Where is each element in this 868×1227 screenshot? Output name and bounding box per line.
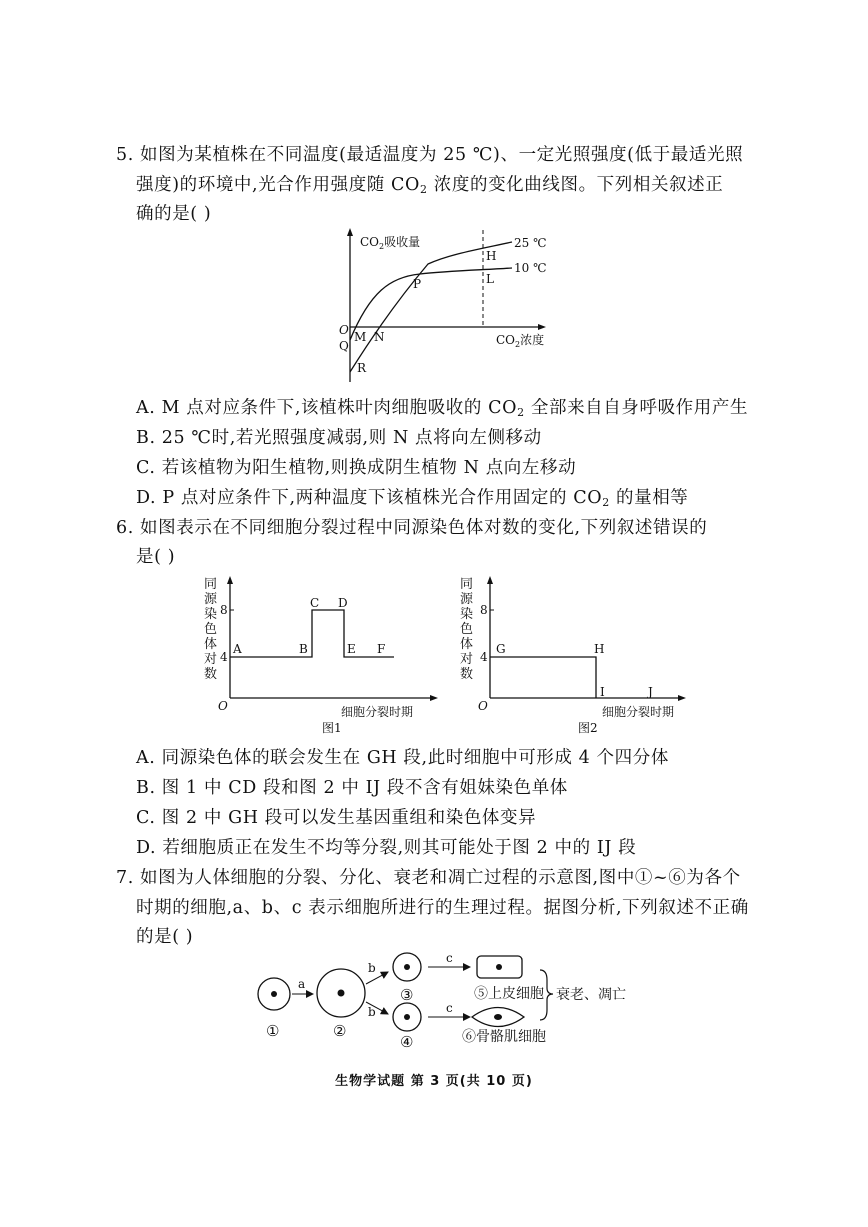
svg-text:b: b [368, 1005, 376, 1019]
q5-option-a: A. M 点对应条件下,该植株叶肉细胞吸收的 $CO_2$ 全部来自自身呼吸作用产生 [136, 398, 749, 419]
svg-text:O: O [478, 699, 488, 713]
point-P: P [413, 277, 422, 291]
fig1-point-A: A [233, 642, 242, 656]
cell-3-label: ③ [400, 986, 414, 1004]
svg-text:对: 对 [204, 652, 218, 667]
q6-stem-line1: 6. 如图表示在不同细胞分裂过程中同源染色体对数的变化,下列叙述错误的 [116, 518, 708, 538]
point-M: M [354, 330, 367, 344]
svg-text:源: 源 [204, 592, 218, 607]
curve-25c-label: 25 ℃ [514, 236, 547, 250]
q6-option-d: D. 若细胞质正在发生不均等分裂,则其可能处于图 2 中的 IJ 段 [136, 838, 637, 858]
q5-stem-line2b: 浓度的变化曲线图。下列相关叙述正 [427, 175, 724, 195]
fig2-point-G: G [496, 642, 506, 656]
svg-text:c: c [446, 951, 453, 965]
fig1-point-D: D [338, 596, 348, 610]
fig1-point-C: C [310, 596, 320, 610]
svg-text:8: 8 [480, 603, 488, 617]
q7-diagram [250, 948, 650, 1048]
q7-stem-line1: 7. 如图为人体细胞的分裂、分化、衰老和凋亡过程的示意图,图中①~⑥为各个 [116, 868, 741, 888]
q6-option-c: C. 图 2 中 GH 段可以发生基因重组和染色体变异 [136, 808, 537, 828]
q7-stem-line2: 时期的细胞,a、b、c 表示细胞所进行的生理过程。据图分析,下列叙述不正确 [136, 898, 749, 918]
q5-stem-line2: 强度)的环境中,光合作用强度随 $CO_2$ 浓度的变化曲线图。下列相关叙述正 [136, 175, 724, 196]
svg-text:8: 8 [220, 603, 228, 617]
point-Q: Q [339, 339, 349, 353]
svg-text:4: 4 [480, 650, 488, 664]
q5-stem-line1: 5. 如图为某植株在不同温度(最适温度为 25 ℃)、一定光照强度(低于最适光照 [116, 145, 744, 165]
point-R: R [357, 361, 367, 375]
fig2-point-H: H [594, 642, 605, 656]
fig1-caption: 图1 [322, 721, 342, 735]
svg-text:同: 同 [204, 577, 218, 592]
q7-stem-line3: 的是( ) [136, 927, 194, 947]
svg-text:c: c [446, 1001, 453, 1015]
fig1-point-F: F [377, 642, 386, 656]
q6-option-b: B. 图 1 中 CD 段和图 2 中 IJ 段不含有姐妹染色单体 [136, 778, 568, 798]
svg-text:b: b [368, 961, 376, 975]
q5-option-c: C. 若该植物为阳生植物,则换成阴生植物 N 点向左移动 [136, 458, 577, 478]
svg-text:a: a [298, 977, 306, 991]
q6-figure1 [196, 572, 446, 737]
y-axis-label: $CO_2$吸收量 [360, 235, 421, 251]
page-footer: 生物学试题 第 3 页(共 10 页) [335, 1074, 533, 1089]
fig1-point-B: B [299, 642, 308, 656]
svg-text:数: 数 [204, 667, 218, 682]
curve-10c-label: 10 ℃ [514, 261, 547, 275]
svg-text:O: O [218, 699, 228, 713]
svg-text:色: 色 [204, 622, 218, 637]
point-O: O [339, 323, 349, 337]
point-H: H [486, 249, 497, 263]
svg-text:染: 染 [460, 607, 474, 622]
fig2-line [490, 657, 596, 698]
cell-2-label: ② [333, 1022, 347, 1040]
fig2-point-J: J [648, 685, 653, 699]
cell-5-label: ⑤上皮细胞 [474, 986, 544, 1002]
q5-option-d: D. P 点对应条件下,两种温度下该植株光合作用固定的 $CO_2$ 的量相等 [136, 488, 689, 509]
fig1-line [230, 610, 394, 657]
cell-4-label: ④ [400, 1033, 414, 1048]
x-axis-label: $CO_2$浓度 [496, 333, 545, 349]
fig2-point-I: I [600, 685, 605, 699]
svg-text:同: 同 [460, 577, 474, 592]
point-N: N [374, 330, 385, 344]
fig1-xlabel: 细胞分裂时期 [341, 705, 414, 719]
fig2-caption: 图2 [578, 721, 598, 735]
q5-option-b: B. 25 ℃时,若光照强度减弱,则 N 点将向左侧移动 [136, 428, 542, 448]
q5-chart [330, 222, 560, 387]
q6-figure2 [456, 572, 706, 737]
svg-text:体: 体 [204, 637, 218, 652]
svg-text:源: 源 [460, 592, 474, 607]
svg-text:对: 对 [460, 652, 474, 667]
fig2-xlabel: 细胞分裂时期 [602, 705, 675, 719]
point-L: L [486, 272, 494, 286]
svg-text:4: 4 [220, 650, 228, 664]
cell-6-label: ⑥骨骼肌细胞 [462, 1029, 546, 1045]
svg-text:色: 色 [460, 622, 474, 637]
svg-text:数: 数 [460, 667, 474, 682]
fate-label: 衰老、凋亡 [556, 987, 626, 1003]
fig1-point-E: E [347, 642, 356, 656]
svg-text:染: 染 [204, 607, 218, 622]
svg-text:体: 体 [460, 637, 474, 652]
q5-stem-line3: 确的是( ) [136, 204, 212, 224]
cell-1-label: ① [266, 1022, 280, 1040]
q6-option-a: A. 同源染色体的联会发生在 GH 段,此时细胞中可形成 4 个四分体 [136, 748, 669, 768]
q6-stem-line2: 是( ) [136, 547, 176, 567]
q5-stem-line2a: 强度)的环境中,光合作用强度随 CO [136, 175, 420, 195]
